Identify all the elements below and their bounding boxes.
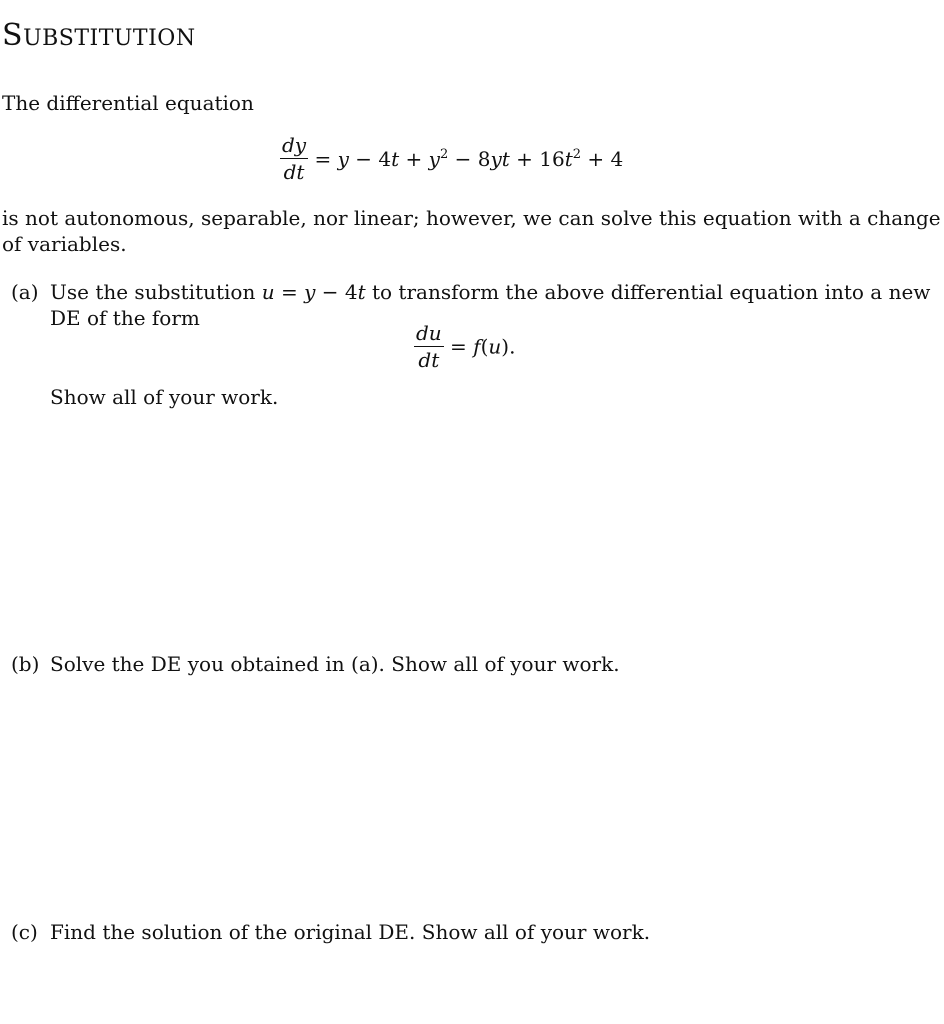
math-op: = bbox=[450, 334, 474, 359]
heading-first-letter: S bbox=[2, 18, 24, 53]
part-a-equation bbox=[414, 322, 515, 371]
part-c-text: Find the solution of the original DE. Show all of your work. bbox=[50, 920, 651, 944]
eq-part: + bbox=[399, 146, 429, 171]
eq-var: t bbox=[391, 146, 400, 171]
fraction-denominator: dt bbox=[283, 160, 305, 184]
part-a-line-1 bbox=[50, 279, 930, 305]
part-b-label: (b) bbox=[11, 652, 40, 676]
explanation-line-1: is not autonomous, separable, nor linear; however, we can solve this equation with a change bbox=[2, 206, 941, 230]
eq-part: + 16 bbox=[509, 146, 565, 171]
math-op: ). bbox=[501, 334, 516, 359]
part-c-label: (c) bbox=[11, 920, 38, 944]
section-heading bbox=[2, 18, 196, 53]
part-a-equation-rhs bbox=[450, 335, 515, 359]
part-a-label: (a) bbox=[11, 280, 39, 304]
math-var: u bbox=[488, 334, 502, 359]
fraction-denominator: dt bbox=[418, 348, 440, 372]
main-equation bbox=[280, 134, 623, 183]
math-op: − 4 bbox=[315, 280, 358, 304]
eq-exponent: 2 bbox=[572, 146, 582, 162]
part-b-text: Solve the DE you obtained in (a). Show all of your work. bbox=[50, 652, 620, 676]
eq-part: + 4 bbox=[581, 146, 624, 171]
fraction-numerator: dy bbox=[282, 133, 307, 157]
math-op: = bbox=[274, 280, 305, 304]
intro-text: The differential equation bbox=[2, 91, 254, 115]
heading-rest: UBSTITUTION bbox=[23, 26, 196, 51]
part-a-show-work: Show all of your work. bbox=[50, 385, 279, 409]
math-var: t bbox=[357, 280, 366, 304]
part-a-text: Use the substitution bbox=[50, 280, 262, 304]
math-var: y bbox=[304, 280, 316, 304]
math-var: f bbox=[473, 334, 481, 359]
math-op: ( bbox=[480, 334, 489, 359]
eq-exponent: 2 bbox=[439, 146, 449, 162]
eq-part: − 8 bbox=[448, 146, 491, 171]
eq-var: y bbox=[337, 146, 349, 171]
part-a-text: to transform the above differential equation into a new bbox=[365, 280, 931, 304]
math-var: u bbox=[261, 280, 275, 304]
fraction-numerator: du bbox=[416, 321, 442, 345]
part-a-line-2: DE of the form bbox=[50, 306, 200, 330]
du-dt-fraction bbox=[414, 322, 444, 371]
eq-var: t bbox=[564, 146, 573, 171]
dy-dt-fraction bbox=[280, 134, 308, 183]
explanation-line-2: of variables. bbox=[2, 232, 127, 256]
equation-rhs bbox=[314, 147, 623, 171]
eq-var: yt bbox=[490, 146, 510, 171]
eq-var: y bbox=[428, 146, 440, 171]
eq-part: − 4 bbox=[348, 146, 392, 171]
eq-part: = bbox=[314, 146, 338, 171]
